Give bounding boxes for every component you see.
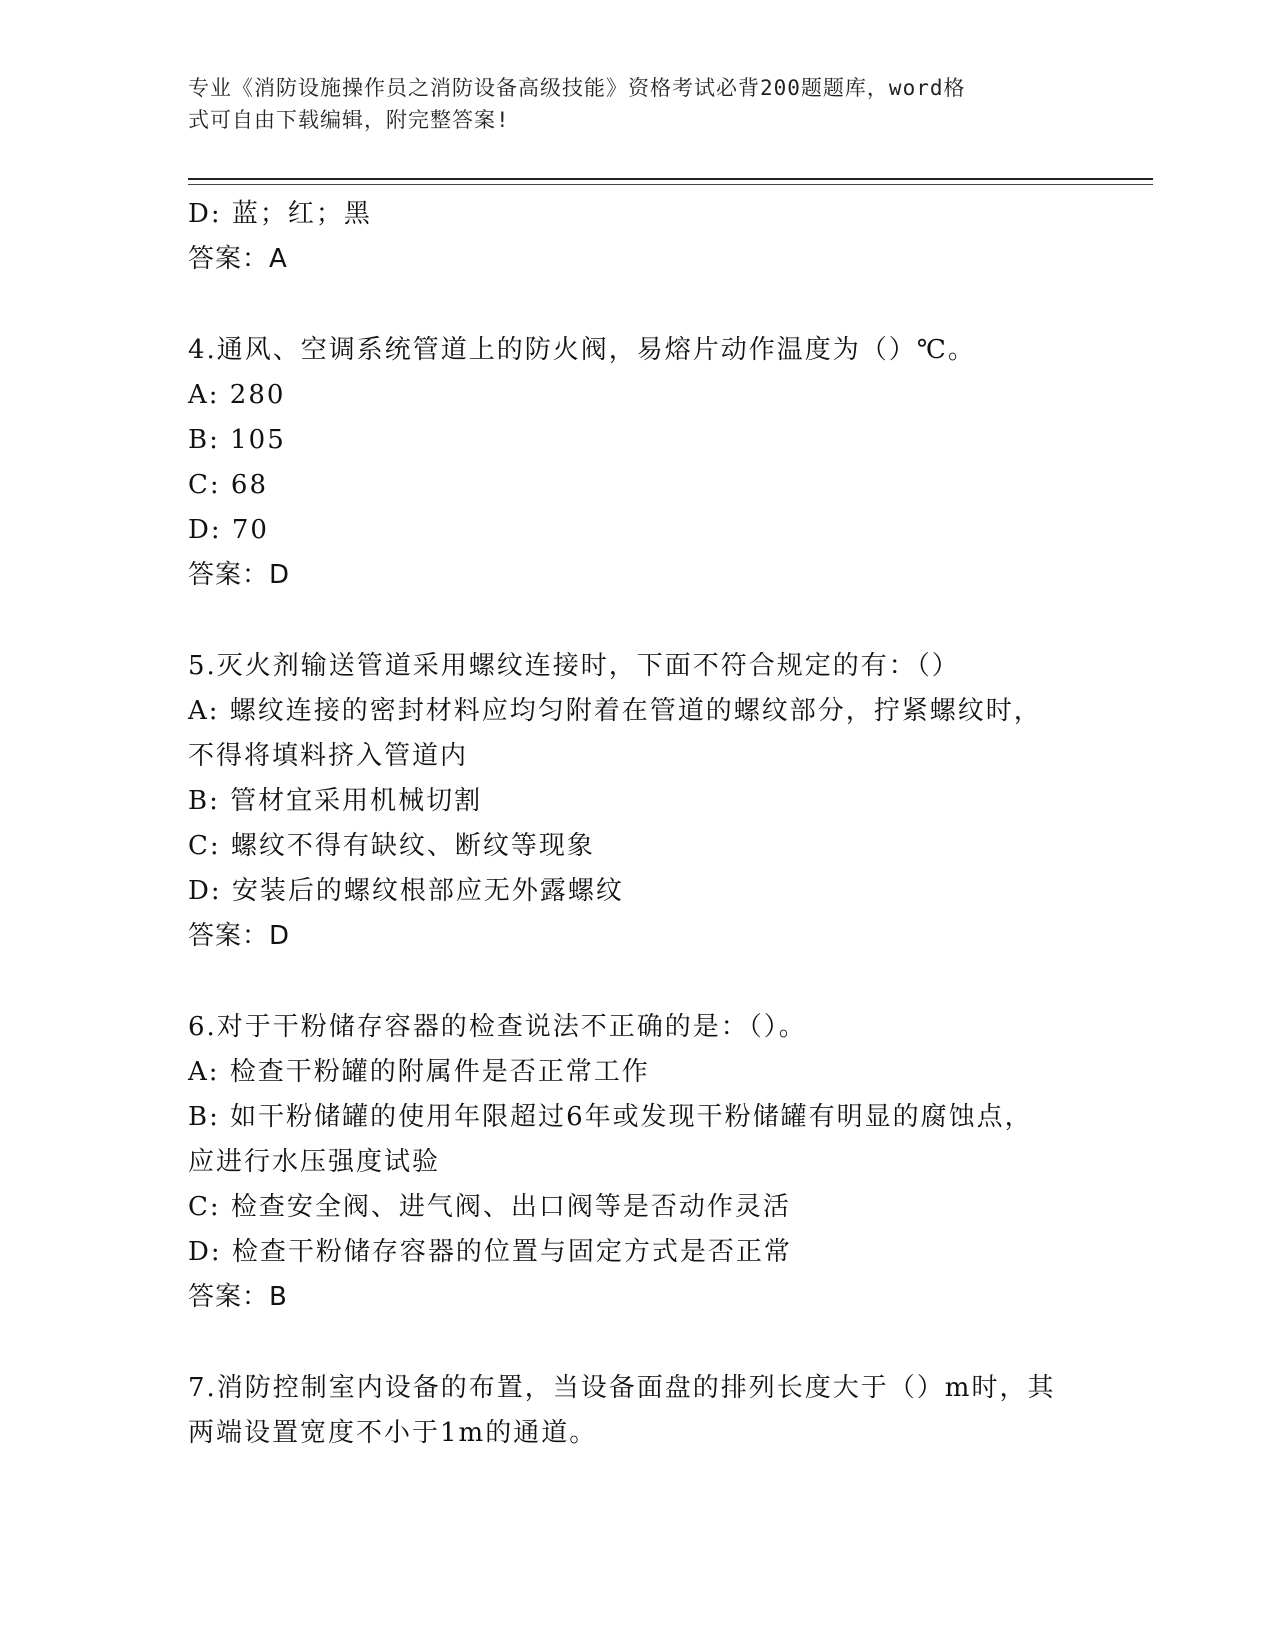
question-block-4 — [188, 328, 1088, 598]
document-header — [188, 72, 1088, 136]
option-d: D: 70 — [188, 515, 269, 545]
header-divider-thin — [188, 184, 1153, 185]
answer-line: 答案：A — [188, 244, 288, 274]
option-b: B: 管材宜采用机械切割 — [188, 786, 483, 816]
question-stem: 4.通风、空调系统管道上的防火阀，易熔片动作温度为（）℃。 — [188, 335, 976, 365]
option-a-continued: 不得将填料挤入管道内 — [188, 741, 469, 771]
option-d: D: 检查干粉储存容器的位置与固定方式是否正常 — [188, 1237, 792, 1267]
question-list — [188, 192, 1088, 1456]
question-block-7 — [188, 1366, 1088, 1456]
answer-line: 答案：D — [188, 560, 291, 590]
option-a: A: 检查干粉罐的附属件是否正常工作 — [188, 1057, 650, 1087]
option-b-continued: 应进行水压强度试验 — [188, 1147, 441, 1177]
question-block-6 — [188, 1005, 1088, 1320]
question-stem: 5.灭火剂输送管道采用螺纹连接时，下面不符合规定的有：（） — [188, 651, 960, 681]
option-c: C: 检查安全阀、进气阀、出口阀等是否动作灵活 — [188, 1192, 791, 1222]
answer-line: 答案：B — [188, 1282, 288, 1312]
option-a: A: 螺纹连接的密封材料应均匀附着在管道的螺纹部分，拧紧螺纹时， — [188, 696, 1042, 726]
answer-line: 答案：D — [188, 921, 291, 951]
header-divider — [188, 178, 1153, 180]
option-c: C: 68 — [188, 470, 269, 500]
question-block-5 — [188, 644, 1088, 959]
question-stem: 7.消防控制室内设备的布置，当设备面盘的排列长度大于（）m时，其 — [188, 1373, 1056, 1403]
option-d: D: 安装后的螺纹根部应无外露螺纹 — [188, 876, 624, 906]
question-block-3-tail — [188, 192, 1088, 282]
question-stem-continued: 两端设置宽度不小于1m的通道。 — [188, 1418, 598, 1448]
question-stem: 6.对于干粉储存容器的检查说法不正确的是：（）。 — [188, 1012, 807, 1042]
header-line-2: 式可自由下载编辑，附完整答案! — [188, 108, 510, 132]
option-d: D: 蓝；红；黑 — [188, 199, 372, 229]
option-b: B: 105 — [188, 425, 286, 455]
option-a: A: 280 — [188, 380, 286, 410]
header-line-1: 专业《消防设施操作员之消防设备高级技能》资格考试必背200题题库，word格 — [188, 76, 966, 100]
option-c: C: 螺纹不得有缺纹、断纹等现象 — [188, 831, 595, 861]
option-b: B: 如干粉储罐的使用年限超过6年或发现干粉储罐有明显的腐蚀点， — [188, 1102, 1033, 1132]
